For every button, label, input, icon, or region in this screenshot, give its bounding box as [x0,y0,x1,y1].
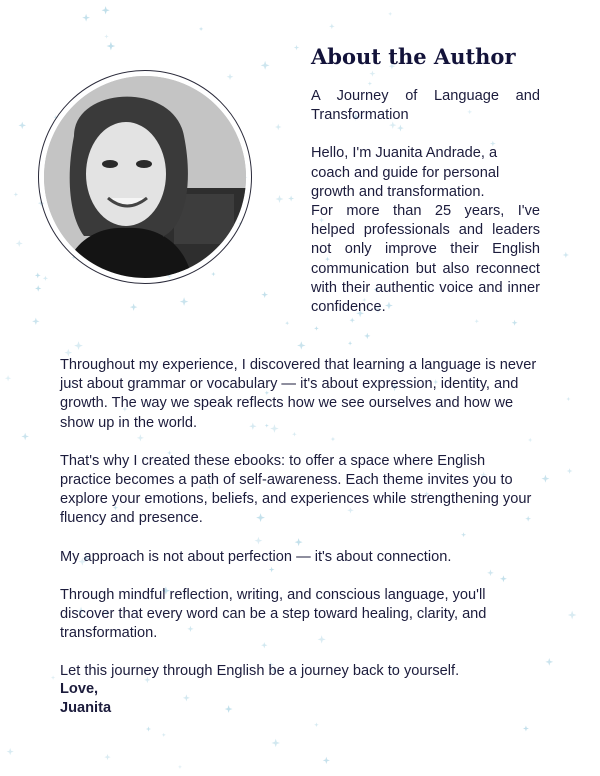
sparkle-icon [567,468,573,474]
sparkle-icon [369,71,375,77]
signature-name: Juanita [60,700,112,717]
sparkle-icon [102,6,110,14]
sparkle-icon [178,765,182,769]
sparkle-icon [5,375,11,381]
sparkle-icon [348,341,352,345]
sparkle-icon [275,124,281,130]
signature [60,680,111,718]
sparkle-icon [74,341,83,350]
intro-paragraph-2: For more than 25 years, I've helped professionals and leaders not only improve their English communication but also reconnect with their authentic voice and inner confidence. [311,203,540,316]
sparkle-icon [107,42,116,51]
sparkle-icon [21,433,29,441]
sparkle-icon [180,297,189,306]
page-title: About the Author [311,44,516,69]
body-paragraph-1: Throughout my experience, I discovered that learning a language is never just about grammar or vocabulary — it's about expression, identity, and growth. The way we speak reflects how we see ourselves and how we show up in the world. [60,357,537,431]
sparkle-icon [568,611,577,620]
body-paragraph-4: Let this journey through English be a journey back to yourself. [60,663,460,680]
sparkle-icon [162,733,166,737]
sparkle-icon [368,81,372,85]
author-portrait [44,76,246,278]
sparkle-icon [199,27,203,31]
sparkle-icon [272,739,280,747]
subtitle: A Journey of Language and Transformation [311,88,540,124]
sparkle-icon [323,757,330,764]
sparkle-icon [276,195,284,203]
body-paragraph-2: That's why I created these ebooks: to offer a space where English practice becomes a path of self-awareness. Each theme invites you to explore your emotions, beliefs, and experiences while strengthening your fluency and presence. [60,452,532,527]
spacer [311,125,540,144]
sparkle-icon [51,675,55,679]
sparkle-icon [329,24,335,30]
author-photo-image [44,76,246,278]
sparkle-icon [35,285,41,291]
sparkle-icon [566,397,570,401]
sparkle-icon [314,326,319,331]
sparkle-icon [43,276,48,281]
body-paragraph-3-line-1: My approach is not about perfection — it's about connection. [60,548,452,565]
sparkle-icon [294,45,299,50]
sparkle-icon [82,14,90,22]
sparkle-icon [211,272,215,276]
intro-paragraph-1: Hello, I'm Juanita Andrade, a coach and guide for personal growth and transformation. [311,145,500,200]
sparkle-icon [18,122,26,130]
sparkle-icon [314,723,318,727]
intro-column [311,87,540,317]
sparkle-icon [104,754,110,760]
sparkle-icon [16,240,23,247]
sparkle-icon [297,341,305,349]
body-paragraph-3-line-2: Through mindful reflection, writing, and conscious language, you'll discover that every word can be a step toward healing, clarity, and transformation. [60,586,487,642]
sparkle-icon [541,475,549,483]
sparkle-icon [388,12,392,16]
sparkle-icon [545,658,553,666]
sparkle-icon [261,61,270,70]
sparkle-icon [227,73,234,80]
sparkle-icon [32,318,39,325]
body-paragraph-3 [60,548,540,644]
signature-closing: Love, [60,681,99,697]
sparkle-icon [14,192,19,197]
sparkle-icon [104,34,108,38]
sparkle-icon [475,319,479,323]
sparkle-icon [350,318,355,323]
sparkle-icon [563,252,569,258]
sparkle-icon [35,273,41,279]
sparkle-icon [146,726,151,731]
sparkle-icon [7,748,14,755]
sparkle-icon [261,291,268,298]
sparkle-icon [130,303,137,310]
sparkle-icon [364,333,370,339]
sparkle-icon [523,726,529,732]
sparkle-icon [225,705,233,713]
main-text [60,356,540,701]
sparkle-icon [288,195,294,201]
sparkle-icon [512,320,518,326]
sparkle-icon [285,321,289,325]
